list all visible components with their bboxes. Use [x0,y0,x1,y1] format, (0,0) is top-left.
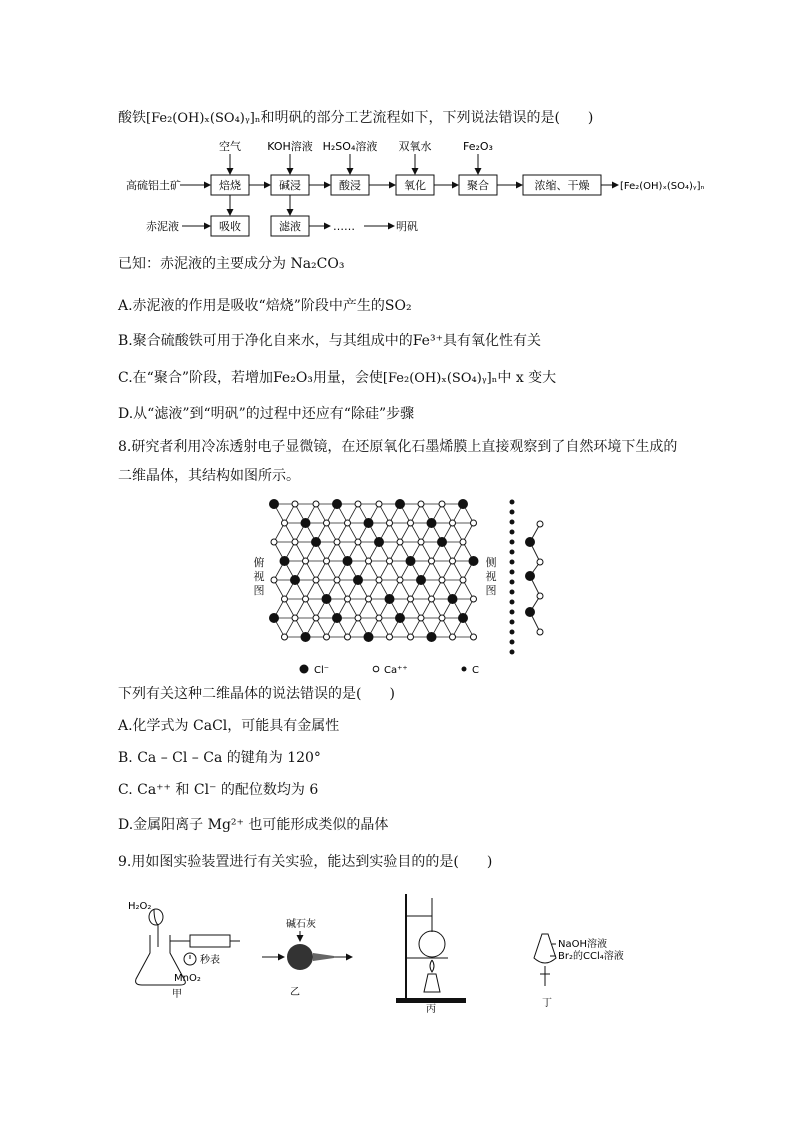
lattice-ca-atom [282,596,288,602]
lattice-ca-atom [408,596,414,602]
lattice-cl-atom [385,594,395,604]
flow-step-alkali: 碱浸 [279,179,301,192]
side-c-atom [510,650,515,655]
side-c-atom [510,610,515,615]
flow-side-absorb: 吸收 [219,220,241,233]
lattice-ca-atom [345,634,351,640]
flow-step-acid: 酸浸 [339,179,361,192]
lattice-ca-atom [303,596,309,602]
side-ca-atom [537,629,543,635]
side-c-atom [510,580,515,585]
lattice-ca-atom [387,558,393,564]
lattice-cl-atom [395,613,405,623]
lattice-ca-atom [334,539,340,545]
q9-stem: 9.用如图实验装置进行有关实验，能达到实验目的的是( ) [118,854,493,870]
q7-option-a: A.赤泥液的作用是吸收“焙烧”阶段中产生的SO₂ [118,298,412,314]
side-c-atom [510,560,515,565]
lattice-ca-atom [418,501,424,507]
q8-question: 下列有关这种二维晶体的说法错误的是( ) [118,686,395,702]
flow-alum: 明矾 [396,220,418,233]
yi-lime: 碱石灰 [286,919,316,930]
lattice-ca-atom [324,634,330,640]
q8-top-view-label: 俯视图 [253,556,265,597]
q8-legend [296,660,496,680]
jia-mno2: MnO₂ [174,973,201,984]
lattice-ca-atom [355,539,361,545]
q8-option-c: C. Ca⁺⁺ 和 Cl⁻ 的配位数均为 6 [118,782,319,798]
lattice-ca-atom [324,520,330,526]
q7-flowchart [118,138,718,238]
lattice-cl-atom [343,556,353,566]
side-c-atom [510,520,515,525]
legend-cl-icon [300,665,309,674]
side-ca-atom [537,593,543,599]
lattice-ca-atom [450,558,456,564]
lattice-ca-atom [282,520,288,526]
side-c-atom [510,640,515,645]
lattice-cl-atom [269,499,279,509]
flow-input-h2so4: H₂SO₄溶液 [322,140,378,153]
bing-flask-icon [419,931,445,957]
lattice-ca-atom [334,577,340,583]
q7-formula: [Fe₂(OH)ₓ(SO₄)ᵧ]ₙ [146,111,261,126]
side-c-atom [510,550,515,555]
lattice-ca-atom [418,539,424,545]
lattice-cl-atom [322,594,332,604]
lattice-ca-atom [450,634,456,640]
jia-syringe-icon [190,935,230,947]
lattice-cl-atom [280,556,290,566]
legend-ca-icon [373,666,379,672]
q9-apparatus-bing [388,888,478,1013]
lattice-cl-atom [353,575,363,585]
lattice-ca-atom [271,539,277,545]
lattice-ca-atom [376,577,382,583]
bing-label: 丙 [426,1004,436,1013]
side-c-atom [510,620,515,625]
q8-lattice-top-view [266,496,486,656]
lattice-ca-atom [313,501,319,507]
lattice-cl-atom [406,556,416,566]
flow-input-h2o2: 双氧水 [398,140,432,153]
side-c-atom [510,530,515,535]
q8-stem-2: 二维晶体，其结构如图所示。 [118,468,300,484]
lattice-cl-atom [290,575,300,585]
lattice-cl-atom [301,518,311,528]
lattice-ca-atom [292,501,298,507]
q7-stem-post: 和明矾的部分工艺流程如下，下列说法错误的是( ) [260,110,594,126]
legend-c-icon [462,667,467,672]
lattice-cl-atom [437,537,447,547]
lattice-ca-atom [376,615,382,621]
flow-input-koh: KOH溶液 [267,140,313,153]
lattice-ca-atom [376,501,382,507]
side-c-atom [510,500,515,505]
q7-option-d: D.从“滤液”到“明矾”的过程中还应有“除硅”步骤 [118,406,415,422]
lattice-ca-atom [292,615,298,621]
legend-c: C [472,665,479,676]
flow-start: 高硫铝土矿 [126,179,181,192]
lattice-cl-atom [469,556,479,566]
lattice-ca-atom [471,634,477,640]
lattice-ca-atom [439,501,445,507]
q7-stem [118,108,593,129]
lattice-ca-atom [450,520,456,526]
q8-option-a: A.化学式为 CaCl，可能具有金属性 [118,718,340,734]
lattice-ca-atom [387,634,393,640]
flow-side-filtrate: 滤液 [279,220,301,233]
lattice-ca-atom [292,539,298,545]
lattice-ca-atom [282,634,288,640]
q9-apparatus-yi [258,915,358,1000]
lattice-ca-atom [313,577,319,583]
lattice-cl-atom [301,632,311,642]
lattice-cl-atom [332,613,342,623]
lattice-ca-atom [397,539,403,545]
lattice-ca-atom [439,577,445,583]
lattice-ca-atom [471,596,477,602]
lattice-ca-atom [429,558,435,564]
side-c-atom [510,510,515,515]
lattice-ca-atom [439,615,445,621]
lattice-ca-atom [355,501,361,507]
side-ca-atom [537,559,543,565]
lattice-ca-atom [408,520,414,526]
lattice-ca-atom [355,615,361,621]
lattice-cl-atom [458,613,468,623]
ding-br2: Br₂的CCl₄溶液 [558,951,624,962]
ding-separatory-funnel-icon [534,934,556,963]
q7-stem-pre: 酸铁 [118,110,146,126]
flow-side-input: 赤泥液 [146,220,179,233]
flow-step-polymer: 聚合 [467,179,489,192]
flow-dots: …… [333,220,355,233]
q8-side-view-label: 侧视图 [485,556,497,597]
jia-h2o2: H₂O₂ [128,901,152,912]
lattice-ca-atom [397,577,403,583]
yi-label: 乙 [290,987,300,998]
q7-option-c-post: 中 x 变大 [497,370,557,386]
q7-option-c-formula: [Fe₂(OH)ₓ(SO₄)ᵧ]ₙ [382,371,498,386]
flow-input-air: 空气 [219,140,241,153]
lattice-ca-atom [303,558,309,564]
lattice-cl-atom [427,518,437,528]
lattice-ca-atom [345,520,351,526]
legend-ca: Ca⁺⁺ [384,665,408,676]
q9-apparatus-jia [118,895,248,1000]
lattice-ca-atom [471,520,477,526]
lattice-ca-atom [324,558,330,564]
q9-apparatus-ding [528,928,638,1013]
flow-product: [Fe₂(OH)ₓ(SO₄)ᵧ]ₙ [620,181,705,192]
lattice-cl-atom [311,537,321,547]
flow-step-roast: 焙烧 [219,179,241,192]
lattice-ca-atom [418,615,424,621]
lattice-ca-atom [460,577,466,583]
lattice-cl-atom [364,632,374,642]
side-cl-atom [525,537,535,547]
lattice-ca-atom [313,615,319,621]
jia-label: 甲 [172,989,182,1000]
lattice-cl-atom [458,499,468,509]
q7-option-b: B.聚合硫酸铁可用于净化自来水，与其组成中的Fe³⁺具有氧化性有关 [118,333,541,349]
lattice-ca-atom [408,634,414,640]
lattice-cl-atom [332,499,342,509]
lattice-ca-atom [387,520,393,526]
flow-step-oxidize: 氧化 [404,179,426,192]
side-c-atom [510,590,515,595]
bing-burner-icon [424,974,440,992]
side-c-atom [510,600,515,605]
side-cl-atom [525,571,535,581]
ding-label: 丁 [542,998,552,1009]
flow-input-fe2o3: Fe₂O₃ [463,140,493,153]
lattice-ca-atom [366,558,372,564]
lattice-ca-atom [366,596,372,602]
jia-timer: 秒表 [200,955,220,966]
q7-option-c-pre: C.在“聚合”阶段，若增加Fe₂O₃用量，会使 [118,370,383,386]
lattice-ca-atom [345,596,351,602]
lattice-ca-atom [460,539,466,545]
lattice-cl-atom [374,537,384,547]
side-c-atom [510,540,515,545]
q8-option-b: B. Ca – Cl – Ca 的键角为 120° [118,750,321,766]
side-ca-atom [537,521,543,527]
flow-step-dry: 浓缩、干燥 [534,179,590,192]
ding-naoh: NaOH溶液 [558,939,607,950]
lattice-cl-atom [395,499,405,509]
lattice-cl-atom [427,632,437,642]
q7-known: 已知：赤泥液的主要成分为 Na₂CO₃ [118,256,345,272]
q8-lattice-side-view [500,496,560,656]
lattice-ca-atom [429,596,435,602]
q8-option-d: D.金属阳离子 Mg²⁺ 也可能形成类似的晶体 [118,817,389,833]
q8-stem-1: 8.研究者利用冷冻透射电子显微镜，在还原氧化石墨烯膜上直接观察到了自然环境下生成的 [118,439,678,455]
side-c-atom [510,570,515,575]
lattice-cl-atom [416,575,426,585]
lattice-cl-atom [269,613,279,623]
q7-option-c [118,368,556,389]
lattice-cl-atom [448,594,458,604]
lattice-cl-atom [364,518,374,528]
lattice-ca-atom [271,577,277,583]
side-cl-atom [525,607,535,617]
legend-cl: Cl⁻ [314,665,330,676]
side-c-atom [510,630,515,635]
yi-drying-tube-icon [287,944,313,970]
